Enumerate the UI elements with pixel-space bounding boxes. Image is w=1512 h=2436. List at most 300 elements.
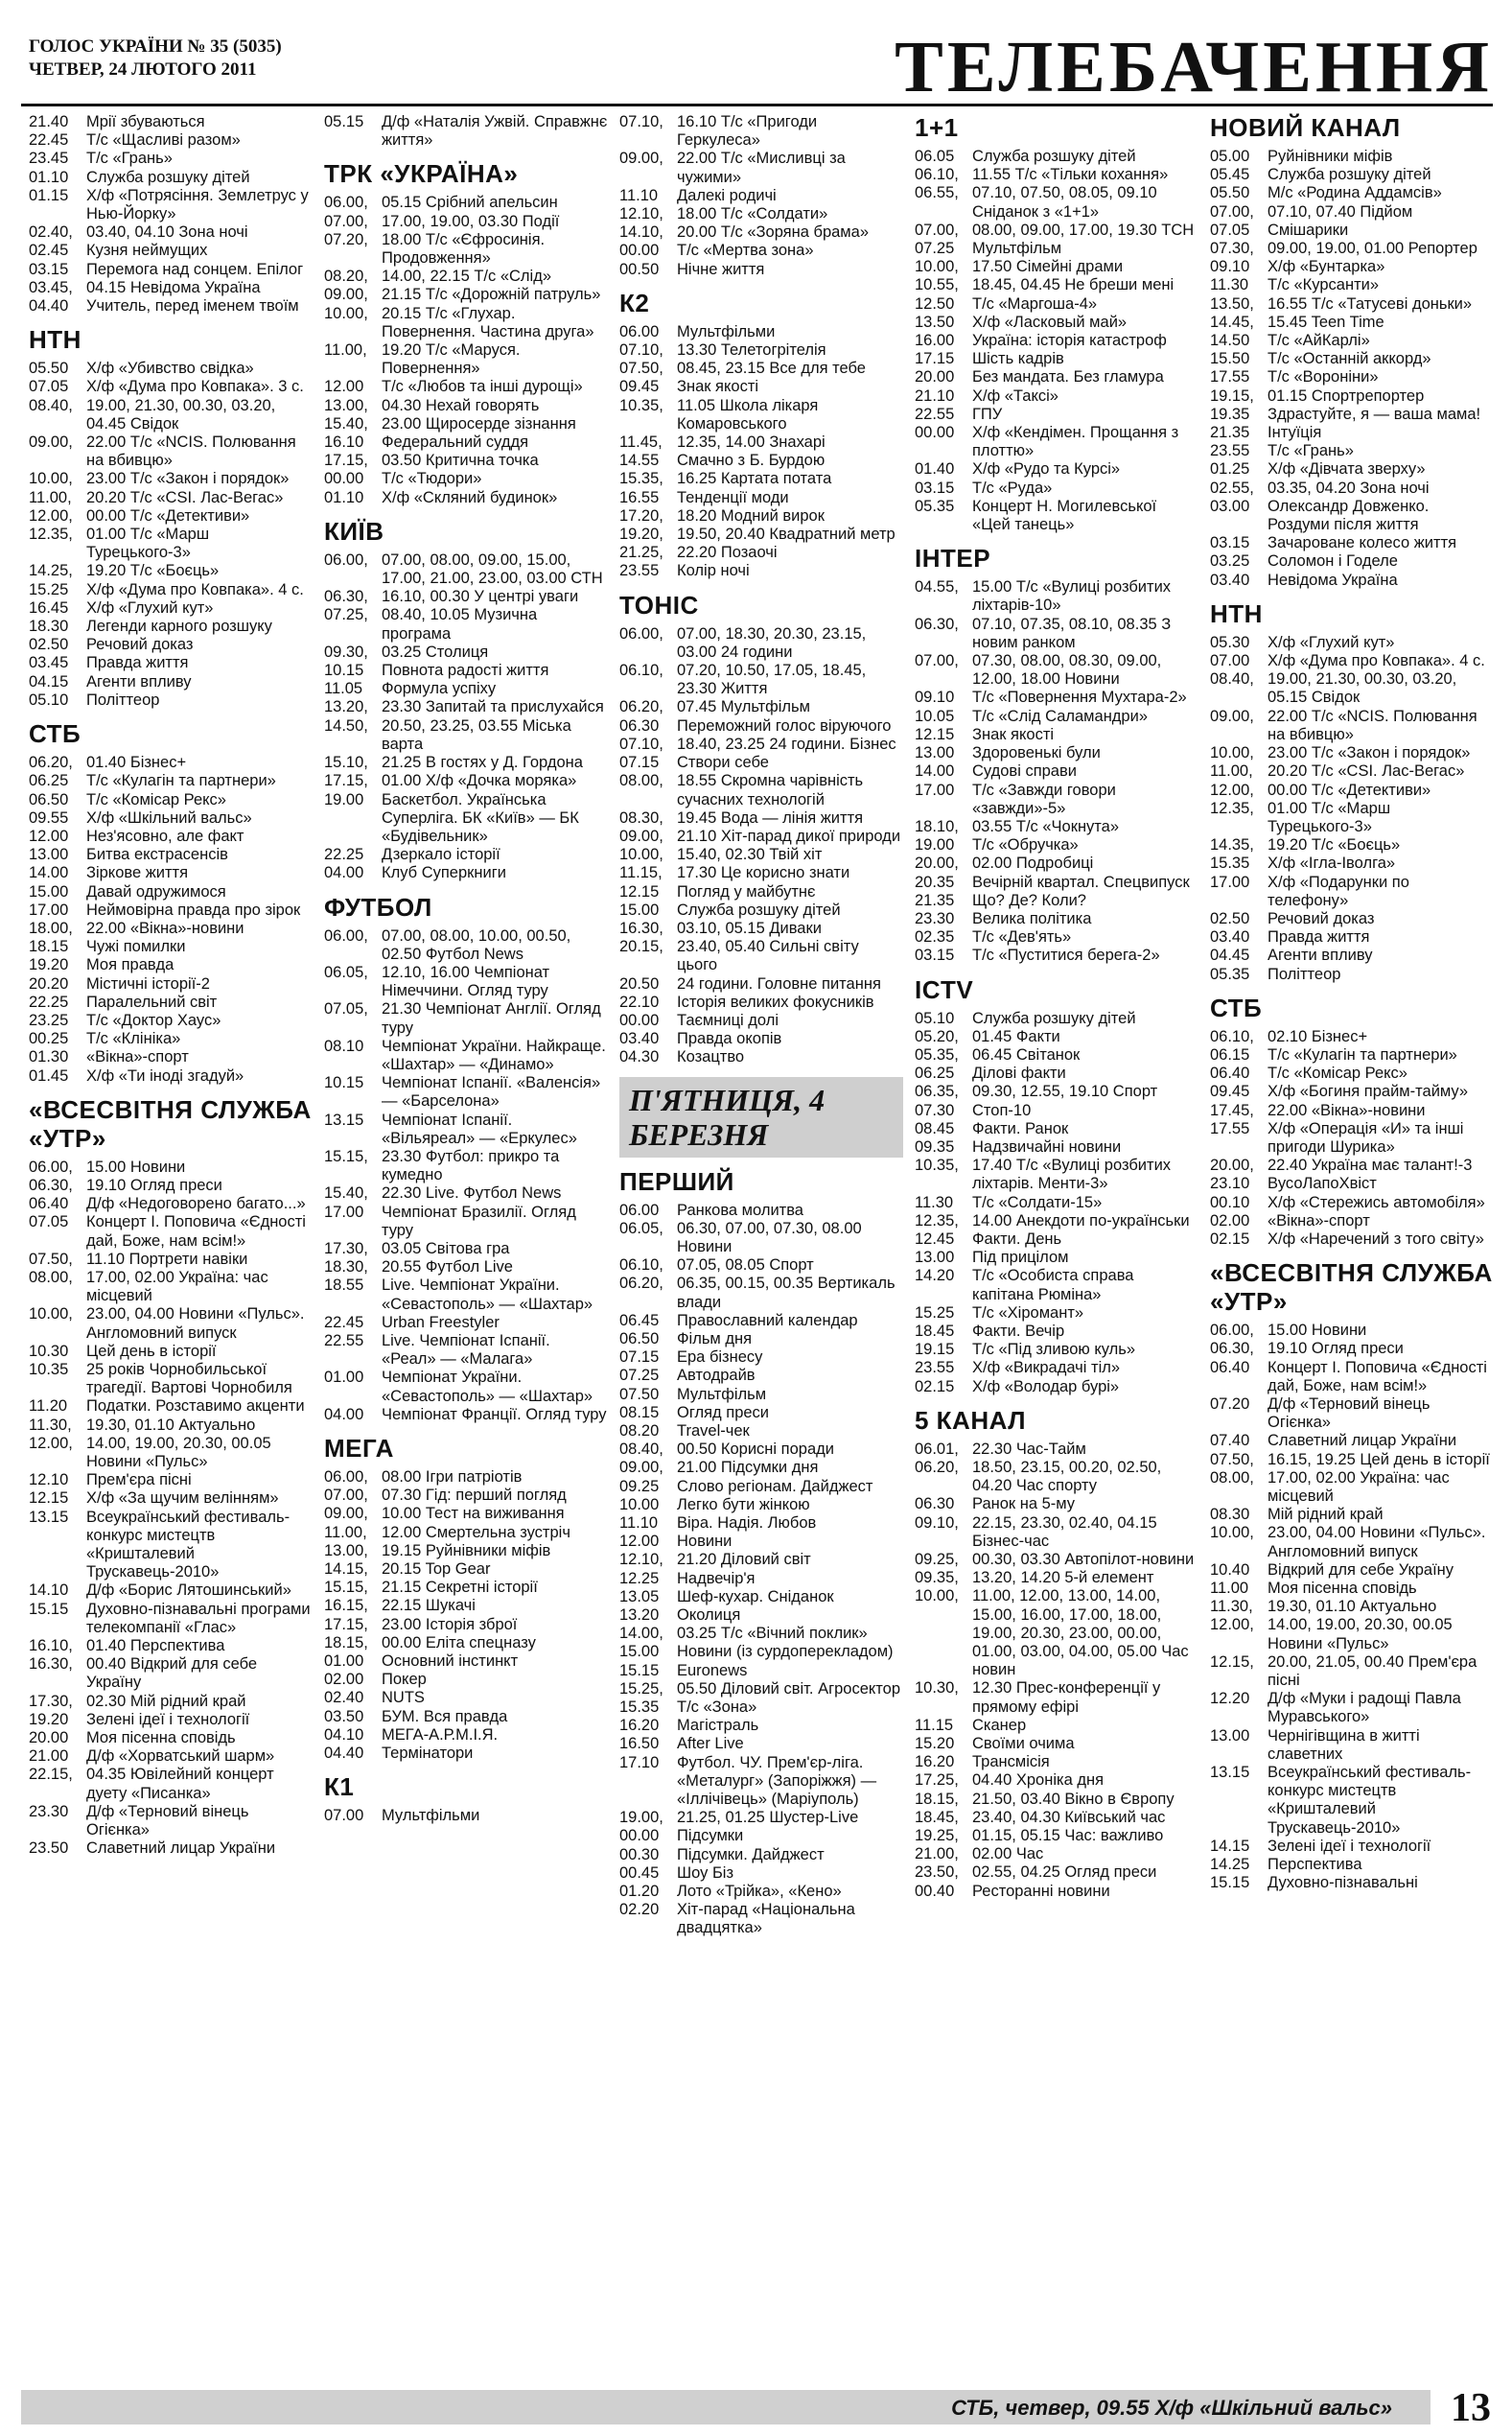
entry-time: 12.50: [915, 294, 955, 313]
entry-time: 17.30,: [324, 1239, 368, 1257]
entry-title: Інтуїція: [1268, 424, 1322, 442]
schedule-entry: [915, 258, 1198, 276]
entry-time: 13.00: [915, 744, 955, 762]
schedule-entry: [29, 1655, 313, 1692]
schedule-entry: [1210, 966, 1494, 984]
entry-title: Мрії збуваються: [86, 113, 205, 130]
entry-title: 21.00 Підсумки дня: [677, 1459, 819, 1477]
entry-time: 22.25: [324, 846, 364, 864]
entry-time: 09.55: [29, 808, 69, 827]
schedule-entry: [915, 240, 1198, 258]
entry-time: 12.10,: [619, 1551, 663, 1569]
entry-time: 06.05,: [619, 1219, 663, 1237]
entry-time: 09.00,: [619, 150, 663, 168]
entry-time: 15.15,: [324, 1147, 368, 1165]
schedule-entry: [619, 717, 903, 736]
entry-time: 14.50,: [324, 716, 368, 735]
entry-title: Чемпіонат Іспанії. «Валенсія» — «Барселона»: [382, 1074, 601, 1111]
entry-title: Віра. Надія. Любов: [677, 1514, 817, 1532]
entry-title: 12.00 Смертельна зустріч: [382, 1523, 570, 1541]
entry-time: 07.15: [619, 1348, 660, 1367]
entry-time: 03.25: [1210, 552, 1250, 571]
entry-title: 01.15 Спортрепортер: [1268, 386, 1425, 405]
entry-title: Х/ф «Убивство свідка»: [86, 360, 254, 378]
schedule-entry: [915, 1863, 1198, 1882]
schedule-entry: [324, 1505, 608, 1523]
entry-title: Travel-чек: [677, 1421, 750, 1440]
schedule-entry: [324, 1258, 608, 1277]
schedule-entry: [1210, 1028, 1494, 1046]
schedule-entry: [29, 526, 313, 562]
schedule-entry: [619, 754, 903, 772]
schedule-entry: [29, 864, 313, 882]
schedule-entry: [29, 772, 313, 790]
schedule-entry: [29, 378, 313, 396]
entry-title: Д/ф «Терновий вінець Огієнка»: [86, 1802, 249, 1839]
entry-time: 18.15: [29, 938, 69, 956]
schedule-entry: [1210, 1524, 1494, 1560]
entry-time: 05.20,: [915, 1027, 959, 1045]
schedule-entry: [915, 1046, 1198, 1065]
entry-title: 17.00, 02.00 Україна: час місцевий: [86, 1268, 268, 1305]
channel-heading: СТБ: [1210, 993, 1263, 1022]
entry-title: Таємниці долі: [677, 1011, 779, 1029]
schedule-entry: [1210, 222, 1494, 240]
entry-time: 11.30: [915, 1193, 954, 1211]
entry-time: 12.00: [619, 1533, 660, 1551]
entry-title: 23.30 Запитай та прислухайся: [382, 698, 604, 716]
entry-time: 15.35: [619, 1698, 660, 1717]
entry-time: 03.15: [915, 479, 955, 497]
entry-title: 07.00, 08.00, 10.00, 00.50, 02.50 Футбол News: [382, 926, 571, 963]
schedule-entry: [1210, 1322, 1494, 1340]
schedule-entry: [619, 1735, 903, 1753]
schedule-entry: [619, 1754, 903, 1810]
schedule-column-3: [619, 113, 903, 1938]
schedule-entry: [29, 562, 313, 580]
entry-title: Мультфільм: [677, 1385, 767, 1403]
schedule-entry: [1210, 708, 1494, 744]
schedule-entry: [619, 809, 903, 828]
schedule-entry: [29, 1361, 313, 1397]
entry-title: 18.00 Т/с «Солдати»: [677, 205, 828, 223]
entry-title: Околиця: [677, 1606, 741, 1625]
entry-time: 03.15: [29, 260, 69, 278]
entry-time: 12.00,: [29, 1434, 73, 1452]
entry-time: 11.30,: [1210, 1598, 1253, 1616]
entry-time: 17.10: [619, 1753, 660, 1771]
entry-time: 01.15: [29, 186, 69, 204]
schedule-entry: [1210, 1432, 1494, 1450]
entry-time: 06.01,: [915, 1440, 959, 1458]
schedule-entry: [29, 470, 313, 488]
schedule-entry: [915, 1212, 1198, 1230]
entry-time: 12.35,: [29, 526, 73, 544]
schedule-entry: [619, 150, 903, 186]
schedule-entry: [915, 166, 1198, 184]
schedule-entry: [619, 1901, 903, 1937]
entry-title: Д/ф «Наталія Ужвій. Справжнє життя»: [382, 113, 608, 150]
schedule-entry: [29, 1729, 313, 1747]
schedule-entry: [915, 406, 1198, 424]
schedule-entry: [1210, 203, 1494, 222]
entry-title: Вечірній квартал. Спецвипуск: [972, 873, 1190, 891]
schedule-entry: [619, 1478, 903, 1496]
entry-title: Баскетбол. Українська Суперліга. БК «Київ» — БК «Будівельник»: [382, 790, 579, 845]
schedule-entry: [324, 378, 608, 396]
schedule-entry: [1210, 874, 1494, 910]
entry-title: Речовий доказ: [86, 636, 194, 654]
entry-time: 07.20,: [324, 230, 368, 248]
entry-time: 13.15: [324, 1111, 364, 1129]
schedule-entry: [1210, 332, 1494, 350]
entry-title: Ранок на 5-му: [972, 1495, 1076, 1513]
entry-time: 06.00: [619, 322, 660, 340]
entry-time: 16.20: [619, 1717, 660, 1735]
entry-time: 22.10: [619, 993, 660, 1011]
entry-time: 19.15: [915, 1341, 955, 1359]
header-rule: [21, 104, 1493, 106]
entry-title: 05.15 Срібний апельсин: [382, 194, 558, 212]
entry-time: 11.15: [915, 1716, 954, 1734]
schedule-entry: [619, 1827, 903, 1845]
entry-title: Легко бути жінкою: [677, 1495, 810, 1513]
entry-time: 15.40,: [324, 1184, 368, 1203]
entry-title: 02.55, 04.25 Огляд преси: [972, 1863, 1157, 1882]
entry-title: 13.20, 14.20 5-й елемент: [972, 1569, 1154, 1587]
entry-time: 10.30,: [915, 1679, 959, 1698]
entry-title: Тенденції моди: [677, 488, 789, 506]
entry-title: Україна: історія катастроф: [972, 332, 1167, 350]
schedule-entry: [29, 1471, 313, 1489]
entry-title: 07.20, 10.50, 17.05, 18.45, 23.30 Життя: [677, 662, 867, 698]
schedule-entry: [29, 360, 313, 378]
entry-time: 07.10,: [619, 341, 663, 360]
entry-title: Служба розшуку дітей: [972, 1009, 1136, 1027]
entry-title: Цей день в історії: [86, 1342, 217, 1360]
entry-time: 08.00,: [619, 772, 663, 790]
footer-promo-bar: [21, 2390, 1431, 2424]
schedule-entry: [29, 131, 313, 150]
schedule-entry: [619, 1202, 903, 1220]
entry-time: 15.25,: [619, 1679, 663, 1698]
entry-time: 17.00: [915, 781, 955, 799]
entry-title: Знак якості: [677, 378, 759, 396]
entry-time: 08.00,: [29, 1268, 73, 1286]
entry-title: 22.00 «Вікна»-новини: [86, 919, 244, 937]
schedule-entry: [619, 489, 903, 507]
entry-title: Мій рідний край: [1268, 1506, 1384, 1524]
schedule-entry: [619, 1459, 903, 1477]
entry-time: 15.40,: [324, 414, 368, 433]
entry-time: 06.25: [915, 1065, 955, 1083]
entry-time: 16.55: [619, 488, 660, 506]
entry-title: Д/ф «Муки і радощі Павла Муравського»: [1268, 1690, 1461, 1726]
schedule-entry: [619, 1717, 903, 1735]
entry-time: 16.15,: [324, 1597, 368, 1615]
schedule-entry: [324, 1745, 608, 1763]
page-header: [21, 27, 1493, 107]
schedule-entry: [619, 1662, 903, 1680]
entry-title: Х/ф «Глухий кут»: [86, 598, 214, 617]
entry-title: 18.40, 23.25 24 години. Бізнес: [677, 735, 896, 753]
entry-time: 06.10,: [915, 166, 959, 184]
entry-time: 13.00,: [324, 396, 368, 414]
schedule-entry: [915, 276, 1198, 294]
schedule-entry: [324, 927, 608, 964]
entry-time: 02.50: [29, 636, 69, 654]
entry-title: Т/с «Курсанти»: [1268, 276, 1380, 294]
entry-time: 04.30: [619, 1048, 660, 1066]
channel-heading: ПЕРШИЙ: [619, 1166, 734, 1196]
channel-heading: ФУТБОЛ: [324, 892, 432, 922]
entry-title: 22.00 Т/с «NCIS. Полювання на вбивцю»: [86, 433, 296, 470]
schedule-entry: [915, 1249, 1198, 1267]
schedule-entry: [324, 1406, 608, 1424]
entry-time: 12.00,: [1210, 1616, 1254, 1634]
entry-time: 19.20: [29, 1710, 69, 1728]
schedule-entry: [619, 1533, 903, 1551]
schedule-entry: [619, 1846, 903, 1864]
schedule-entry: [1210, 1874, 1494, 1892]
schedule-entry: [324, 1616, 608, 1634]
schedule-entry: [1210, 442, 1494, 460]
entry-title: 20.55 Футбол Live: [382, 1258, 513, 1277]
entry-time: 09.35: [915, 1137, 955, 1156]
schedule-entry: [619, 1330, 903, 1348]
schedule-entry: [915, 1028, 1198, 1046]
channel-heading: КИЇВ: [324, 516, 384, 546]
entry-time: 10.00: [619, 1495, 660, 1513]
schedule-entry: [29, 297, 313, 316]
entry-title: Х/ф «Шкільний вальс»: [86, 808, 252, 827]
entry-title: Підсумки: [677, 1827, 744, 1845]
entry-title: 20.00, 21.05, 00.40 Прем'єра пісні: [1268, 1652, 1477, 1690]
schedule-entry: [29, 1012, 313, 1030]
entry-title: 21.30 Чемпіонат Англії. Огляд туру: [382, 1000, 601, 1037]
schedule-entry: [29, 1803, 313, 1839]
schedule-entry: [324, 231, 608, 268]
schedule-entry: [1210, 552, 1494, 571]
entry-title: Моя пісенна сповідь: [1268, 1580, 1417, 1598]
schedule-entry: [619, 846, 903, 864]
schedule-entry: [324, 1074, 608, 1111]
entry-title: Live. Чемпіонат Іспанії. «Реал» — «Малага»: [382, 1331, 550, 1369]
entry-title: Служба розшуку дітей: [972, 148, 1136, 165]
entry-time: 09.00,: [619, 1459, 663, 1477]
entry-time: 17.25,: [915, 1771, 959, 1790]
schedule-entry: [619, 1030, 903, 1048]
schedule-entry: [1210, 855, 1494, 873]
entry-time: 09.00,: [324, 286, 368, 304]
entry-time: 02.00: [1210, 1211, 1250, 1230]
schedule-entry: [915, 762, 1198, 781]
entry-time: 13.00: [915, 1249, 955, 1267]
schedule-entry: [1210, 1598, 1494, 1616]
entry-title: Правда життя: [86, 654, 189, 672]
entry-time: 20.15,: [619, 938, 663, 956]
entry-time: 12.00,: [29, 506, 73, 525]
entry-title: 06.35, 00.15, 00.35 Вертикаль влади: [677, 1275, 896, 1311]
schedule-entry: [915, 1267, 1198, 1303]
entry-title: 14.00, 22.15 Т/с «Слід»: [382, 268, 552, 286]
entry-time: 11.00: [1210, 1580, 1249, 1598]
entry-title: 16.55 Т/с «Татусеві доньки»: [1268, 294, 1473, 313]
entry-title: Д/ф «Борис Лятошинський»: [86, 1581, 291, 1600]
entry-time: 15.35,: [619, 470, 663, 488]
entry-time: 07.05: [1210, 221, 1250, 239]
entry-title: Зелені ідеї і технології: [86, 1710, 250, 1728]
entry-time: 07.00,: [915, 221, 959, 239]
entry-time: 19.35: [1210, 405, 1250, 423]
entry-title: 14.00 Анекдоти по-українськи: [972, 1211, 1190, 1230]
entry-title: Т/с «Обручка»: [972, 836, 1079, 855]
schedule-entry: [619, 1404, 903, 1422]
entry-title: Здрастуйте, я — ваша мама!: [1268, 405, 1481, 423]
entry-time: 13.15: [29, 1508, 69, 1526]
entry-time: 13.00: [1210, 1726, 1250, 1745]
schedule-entry: [324, 268, 608, 286]
entry-title: 03.50 Критична точка: [382, 452, 539, 470]
entry-time: 14.25,: [29, 562, 73, 580]
entry-time: 03.40: [1210, 571, 1250, 589]
schedule-entry: [1210, 836, 1494, 855]
entry-title: Мультфільм: [972, 240, 1062, 258]
entry-title: 18.50, 23.15, 00.20, 02.50, 04.20 Час спорту: [972, 1459, 1162, 1495]
schedule-entry: [915, 1717, 1198, 1735]
entry-title: Т/с «Зона»: [677, 1698, 757, 1717]
entry-title: 13.30 Телетогрітелія: [677, 341, 826, 360]
entry-time: 10.00,: [29, 1305, 73, 1323]
entry-time: 10.05: [915, 707, 955, 725]
entry-title: Т/с «Кулагін та партнери»: [1268, 1045, 1457, 1064]
entry-title: Слово регіонам. Дайджест: [677, 1477, 873, 1495]
entry-title: Далекі родичі: [677, 186, 777, 204]
entry-title: 22.40 Україна має талант!-3: [1268, 1157, 1473, 1175]
entry-time: 15.15: [619, 1661, 660, 1679]
entry-time: 19.20,: [619, 526, 663, 544]
entry-time: 07.00: [324, 1807, 364, 1825]
entry-title: 03.35, 04.20 Зона ночі: [1268, 479, 1430, 497]
schedule-entry: [324, 846, 608, 864]
entry-time: 12.10: [29, 1471, 69, 1489]
entry-title: Правда окопів: [677, 1030, 782, 1048]
entry-title: 01.45 Факти: [972, 1027, 1060, 1045]
schedule-entry: [29, 261, 313, 279]
schedule-entry: [29, 1693, 313, 1711]
entry-title: 23.30 Футбол: прикро та кумедно: [382, 1147, 560, 1184]
schedule-entry: [915, 1514, 1198, 1551]
entry-time: 11.00,: [324, 341, 367, 360]
entry-title: 02.00 Час: [972, 1845, 1044, 1863]
schedule-entry: [1210, 1157, 1494, 1175]
schedule-entry: [1210, 166, 1494, 184]
schedule-entry: [1210, 387, 1494, 406]
entry-time: 13.20: [619, 1606, 660, 1625]
entry-title: Х/ф «Ігла-Іволга»: [1268, 855, 1396, 873]
entry-time: 14.00: [29, 864, 69, 882]
entry-time: 16.10: [324, 433, 364, 452]
entry-title: 24 години. Головне питання: [677, 974, 881, 993]
schedule-entry: [324, 1579, 608, 1597]
schedule-entry: [29, 1601, 313, 1637]
schedule-entry: [915, 1378, 1198, 1396]
entry-time: 14.50: [1210, 332, 1250, 350]
entry-time: 10.00,: [29, 470, 73, 488]
entry-time: 06.30: [915, 1495, 955, 1513]
entry-title: 11.10 Портрети навіки: [86, 1250, 248, 1268]
entry-title: Податки. Розставимо акценти: [86, 1397, 305, 1416]
schedule-entry: [915, 1569, 1198, 1587]
footer-promo: СТБ, четвер, 09.55 Х/ф «Шкільний вальс»: [951, 2396, 1392, 2420]
entry-title: 11.55 Т/с «Тільки кохання»: [972, 166, 1169, 184]
schedule-entry: [1210, 1083, 1494, 1101]
schedule-entry: [1210, 1395, 1494, 1432]
entry-title: 20.00 Т/с «Зоряна брама»: [677, 223, 869, 242]
schedule-entry: [1210, 910, 1494, 928]
schedule-entry: [1210, 240, 1494, 258]
schedule-entry: [324, 1597, 608, 1615]
entry-time: 05.10: [915, 1009, 955, 1027]
entry-title: 06.30, 07.00, 07.30, 08.00 Новини: [677, 1219, 862, 1255]
schedule-entry: [29, 1177, 313, 1195]
entry-title: 07.10, 07.50, 08.05, 09.10 Сніданок з «1+1»: [972, 184, 1157, 221]
entry-title: Відкрий для себе Україну: [1268, 1560, 1454, 1579]
entry-time: 15.10,: [324, 754, 368, 772]
schedule-entry: [915, 1441, 1198, 1459]
entry-time: 02.00: [324, 1671, 364, 1689]
entry-time: 15.15,: [324, 1579, 368, 1597]
entry-time: 17.15: [915, 350, 955, 368]
schedule-entry: [915, 744, 1198, 762]
entry-title: 03.05 Світова гра: [382, 1239, 510, 1257]
entry-time: 01.10: [29, 168, 69, 186]
entry-title: 04.15 Невідома Україна: [86, 278, 261, 296]
entry-title: 06.45 Світанок: [972, 1045, 1081, 1064]
schedule-entry: [29, 1030, 313, 1048]
entry-title: 12.35, 14.00 Знахарі: [677, 433, 826, 452]
schedule-entry: [29, 828, 313, 846]
entry-title: 22.00 «Вікна»-новини: [1268, 1101, 1426, 1119]
entry-time: 21.25,: [619, 544, 663, 562]
entry-title: 01.00 Т/с «Марш Турецького-3»: [1268, 799, 1391, 835]
entry-time: 04.15: [29, 672, 69, 691]
entry-title: 10.00 Тест на виживання: [382, 1505, 565, 1523]
channel-heading: НТН: [1210, 598, 1263, 628]
schedule-entry: [1210, 1856, 1494, 1874]
entry-title: Х/ф «Стережись автомобіля»: [1268, 1193, 1485, 1211]
entry-time: 12.25: [619, 1569, 660, 1587]
entry-title: 01.00 Т/с «Марш Турецького-3»: [86, 526, 210, 562]
schedule-entry: [1210, 670, 1494, 707]
schedule-entry: [619, 397, 903, 433]
entry-time: 12.15: [915, 725, 955, 743]
entry-title: Т/с «Доктор Хаус»: [86, 1011, 221, 1029]
schedule-entry: [915, 855, 1198, 873]
entry-title: Давай одружимося: [86, 882, 226, 901]
entry-title: 12.30 Прес-конференції у прямому ефірі: [972, 1679, 1161, 1716]
entry-time: 23.30: [29, 1802, 69, 1820]
entry-title: Концерт І. Поповича «Єдності дай, Боже, нам всім!»: [86, 1213, 306, 1250]
entry-title: 15.00 Т/с «Вулиці розбитих ліхтарів-10»: [972, 578, 1172, 615]
entry-title: Фільм дня: [677, 1329, 753, 1347]
entry-time: 04.40: [324, 1745, 364, 1763]
schedule-entry: [619, 1606, 903, 1625]
schedule-entry: [29, 809, 313, 828]
entry-time: 06.30,: [1210, 1340, 1254, 1358]
entry-time: 07.50,: [619, 360, 663, 378]
entry-title: After Live: [677, 1735, 744, 1753]
